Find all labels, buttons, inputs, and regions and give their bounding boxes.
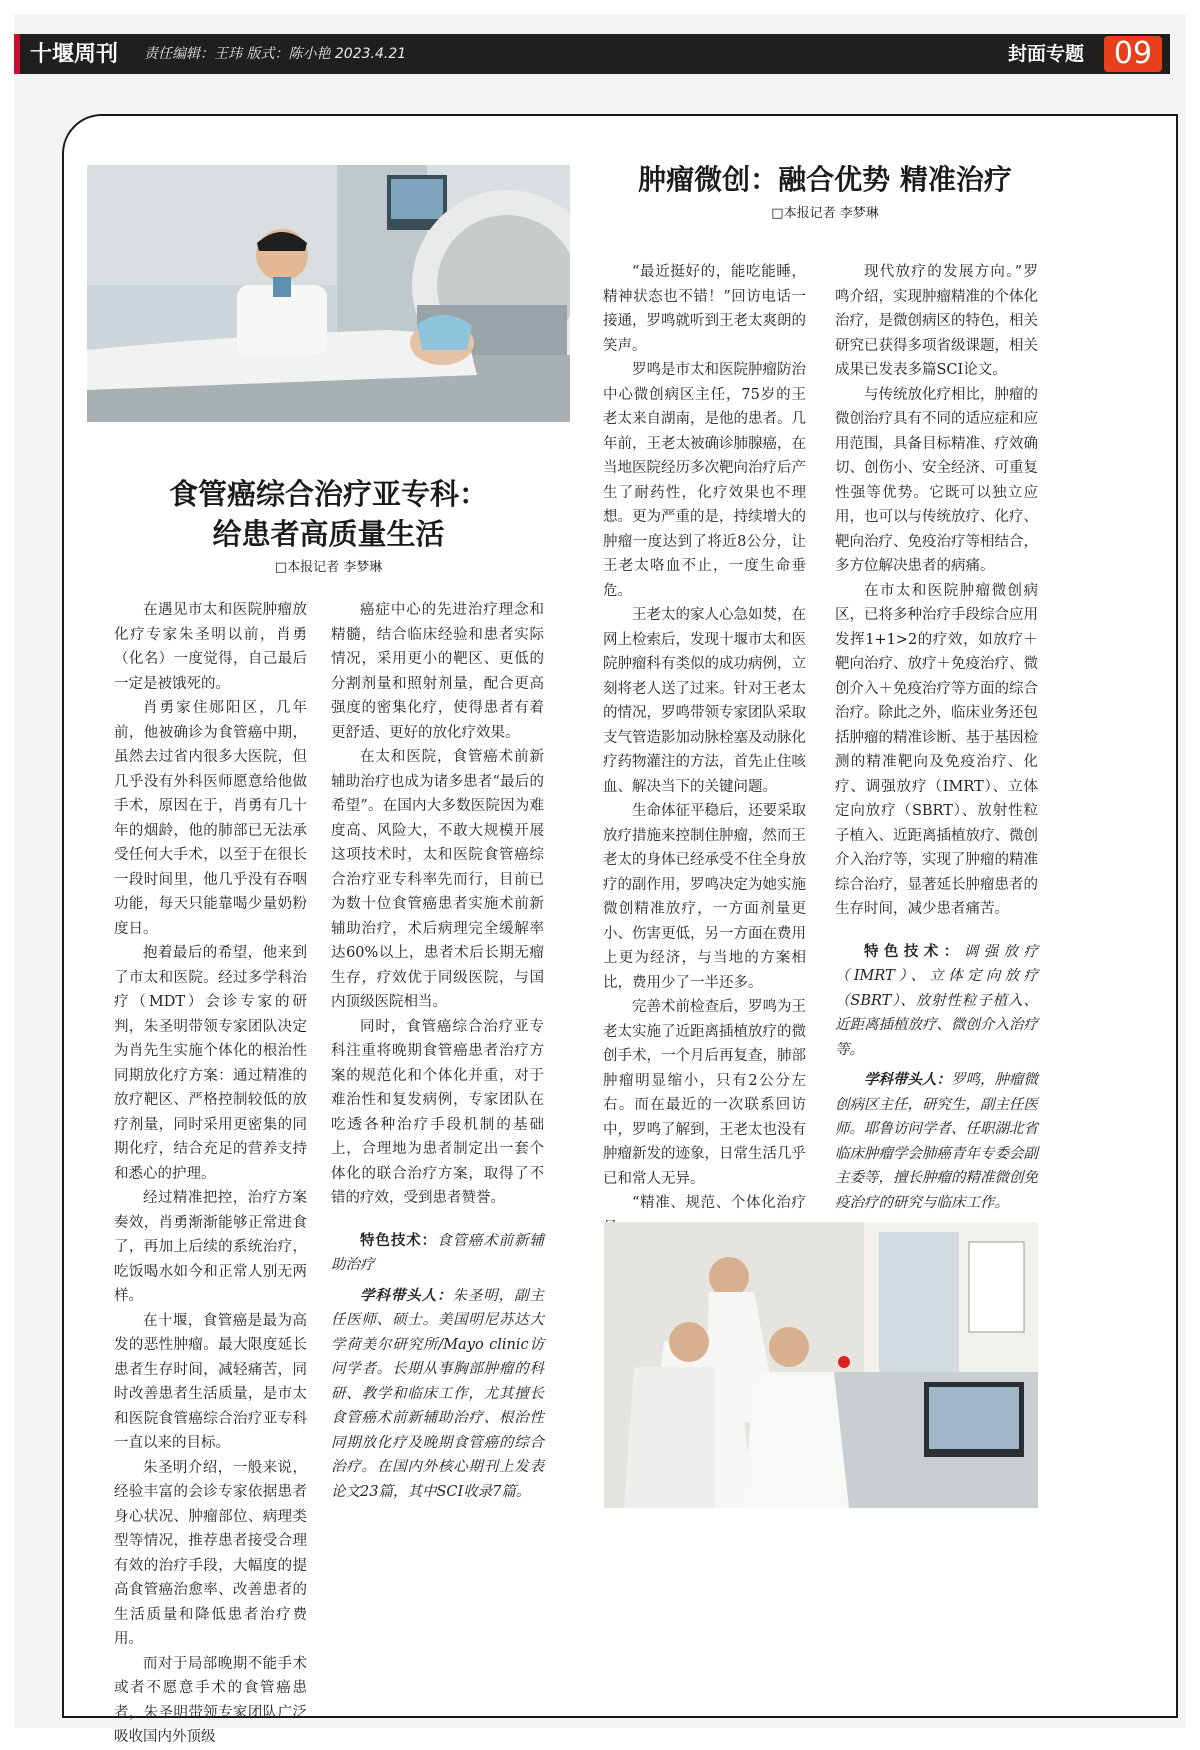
- paragraph: 在十堰，食管癌是最为高发的恶性肿瘤。最大限度延长患者生存时间，减轻痛苦，同时改善患者生活质量，是市太和医院食管癌综合治疗亚专科一直以来的目标。: [114, 1312, 307, 1451]
- tech-text: 调强放疗（IMRT）、立体定向放疗（SBRT）、放射性粒子植入、近距离插植放疗、微创介入治疗等。: [835, 943, 1038, 1058]
- paragraph: 与传统放化疗相比，肿瘤的微创治疗具有不同的适应症和应用范围，具备目标精准、疗效确切、创伤小、安全经济、可重复性强等优势。它既可以独立应用，也可以与传统放疗、化疗、靶向治疗、免疫治疗等相结合，多方位解决患者的病痛。: [835, 386, 1038, 574]
- paragraph: “最近挺好的，能吃能睡，精神状态也不错！”回访电话一接通，罗鸣就听到王老太爽朗的笑声。: [603, 264, 806, 354]
- left-article-column-1: [114, 598, 307, 1750]
- tech-label: 特色技术：: [864, 943, 964, 960]
- left-title-line2: 给患者高质量生活: [212, 517, 445, 551]
- discipline-leader: [331, 1284, 544, 1505]
- paragraph: 抱着最后的希望，他来到了市太和医院。经过多学科治疗（MDT）会诊专家的研判，朱圣明带领专家团队决定为肖先生实施个体化的根治性同期放化疗方案：通过精准的放疗靶区、严格控制较低的放疗剂量，同时采用更密集的同期化疗，结合充足的营养支持和悉心的护理。: [114, 945, 307, 1182]
- radiotherapy-photo: [87, 165, 570, 422]
- right-article-column-1: [603, 260, 806, 1240]
- paragraph: 生命体征平稳后，还要采取放疗措施来控制住肿瘤，然而王老太的身体已经承受不住全身放疗的副作用，罗鸣决定为她实施微创精准放疗，一方面剂量更小、伤害更低，另一方面在费用上更为经济，与当地的方案相比，费用少了一半还多。: [603, 803, 806, 991]
- header-bar: [14, 34, 1170, 74]
- lead-label: 学科带头人：: [360, 1287, 453, 1304]
- paragraph: 罗鸣是市太和医院肿瘤防治中心微创病区主任，75岁的王老太来自湖南，是他的患者。几年前，王老太被确诊肺腺癌，在当地医院经历多次靶向治疗后产生了耐药性，化疗效果也不理想。更为严重的是，持续增大的肿瘤一度达到了将近8公分，让王老太咯血不止，一度生命垂危。: [603, 362, 806, 599]
- right-byline: □本报记者 李梦琳: [771, 206, 879, 221]
- paragraph: 在太和医院，食管癌术前新辅助治疗也成为诸多患者“最后的希望”。在国内大多数医院因为难度高、风险大，不敢大规模开展这项技术时，太和医院食管癌综合治疗亚专科率先而行，目前已为数十位食管癌患者实施术前新辅助治疗，术后病理完全缓解率达60%以上，患者术后长期无瘤生存，疗效优于同级医院，与国内顶级医院相当。: [331, 749, 544, 1010]
- lead-text: 罗鸣，肿瘤微创病区主任，研究生，副主任医师。耶鲁访问学者、任职湖北省临床肿瘤学会肺癌青年专委会副主委等，擅长肿瘤的精准微创免疫治疗的研究与临床工作。: [835, 1072, 1038, 1211]
- paragraph: 完善术前检查后，罗鸣为王老太实施了近距离插植放疗的微创手术，一个月后再复查，肺部肿瘤明显缩小，只有2公分左右。而在最近的一次联系回访中，罗鸣了解到，王老太也没有肿瘤新发的迹象，日常生活几乎已和常人无异。: [603, 999, 806, 1187]
- right-article-column-2: [835, 260, 1038, 1215]
- paragraph: 王老太的家人心急如焚，在网上检索后，发现十堰市太和医院肿瘤科有类似的成功病例，立刻将老人送了过来。针对王老太的情况，罗鸣带领专家团队采取支气管造影加动脉栓塞及动脉化疗药物灌注的方法，首先止住咳血、解决当下的关键问题。: [603, 607, 806, 795]
- page-number: 09: [1104, 36, 1162, 72]
- paragraph: 同时，食管癌综合治疗亚专科注重将晚期食管癌患者治疗方案的规范化和个体化并重，对于难治性和复发病例，专家团队在吃透各种治疗手段机制的基础上，合理地为患者制定出一套个体化的联合治疗方案，取得了不错的疗效，受到患者赞誉。: [331, 1018, 544, 1206]
- section-label: 封面专题: [1007, 43, 1084, 65]
- editor-credit: 责任编辑：王玮 版式：陈小艳 2023.4.21: [144, 46, 407, 62]
- doctors-photo: [604, 1222, 1038, 1508]
- left-article-column-2: [331, 598, 544, 1504]
- paragraph: “精准、规范、个体化治疗: [632, 1195, 806, 1211]
- tech-text: 食管癌术前新辅助治疗: [331, 1232, 545, 1273]
- paragraph: 而对于局部晚期不能手术或者不愿意手术的食管癌患者，朱圣明带领专家团队广泛吸收国内外顶级: [114, 1655, 307, 1745]
- paragraph: 癌症中心的先进治疗理念和精髓，结合临床经验和患者实际情况，采用更小的靶区、更低的分割剂量和照射剂量，配合更高强度的密集化疗，使得患者有着更舒适、更好的放化疗效果。: [331, 602, 544, 741]
- masthead-logo: 十堰周刊: [14, 34, 138, 74]
- paragraph: 在遇见市太和医院肿瘤放化疗专家朱圣明以前，肖勇（化名）一度觉得，自己最后一定是被饿死的。: [114, 602, 307, 692]
- left-article-title: [87, 474, 570, 554]
- left-title-line1: 食管癌综合治疗亚专科：: [168, 477, 488, 511]
- paragraph: 在市太和医院肿瘤微创病区，已将多种治疗手段综合应用发挥1+1>2的疗效，如放疗＋靶向治疗、放疗＋免疫治疗、微创介入＋免疫治疗等方面的综合治疗。除此之外，临床业务还包括肿瘤的精准诊断、基于基因检测的精准靶向及免疫治疗、化疗、调强放疗（IMRT）、立体定向放疗（SBRT）、放射性粒子植入、近距离插植放疗、微创介入治疗等，实现了肿瘤的精准综合治疗，显著延长肿瘤患者的生存时间，减少患者痛苦。: [835, 582, 1038, 917]
- right-article-title: 肿瘤微创：融合优势 精准治疗: [638, 163, 1012, 196]
- paragraph: 现代放疗的发展方向。”罗鸣介绍，实现肿瘤精准的个体化治疗，是微创病区的特色，相关研究已获得多项省级课题，相关成果已发表多篇SCI论文。: [835, 264, 1038, 378]
- left-byline: □本报记者 李梦琳: [274, 560, 383, 575]
- paragraph: 经过精准把控，治疗方案奏效，肖勇渐渐能够正常进食了，再加上后续的系统治疗，吃饭喝水如今和正常人别无两样。: [114, 1190, 307, 1304]
- featured-technique: [331, 1229, 544, 1278]
- discipline-leader: [835, 1068, 1038, 1215]
- featured-technique: [835, 940, 1038, 1063]
- paragraph: 朱圣明介绍，一般来说，经验丰富的会诊专家依据患者身心状况、肿瘤部位、病理类型等情况，推荐患者接受合理有效的治疗手段，大幅度的提高食管癌治愈率、改善患者的生活质量和降低患者治疗费用。: [114, 1459, 307, 1647]
- tech-label: 特色技术：: [360, 1232, 438, 1249]
- lead-label: 学科带头人：: [864, 1072, 951, 1088]
- paragraph: 肖勇家住郧阳区，几年前，他被确诊为食管癌中期，虽然去过省内很多大医院，但几乎没有外科医师愿意给他做手术，原因在于，肖勇有几十年的烟龄，他的肺部已无法承受任何大手术，以至于在很长一段时间里，他几乎没有吞咽功能，每天只能靠喝少量奶粉度日。: [114, 700, 307, 937]
- lead-text: 朱圣明，副主任医师、硕士。美国明尼苏达大学荷美尔研究所/Mayo clinic访问学者。长期从事胸部肿瘤的科研、教学和临床工作，尤其擅长食管癌术前新辅助治疗、根治性同期放化疗及晚期食管癌的综合治疗。在国内外核心期刊上发表论文23篇，其中SCI收录7篇。: [331, 1287, 545, 1500]
